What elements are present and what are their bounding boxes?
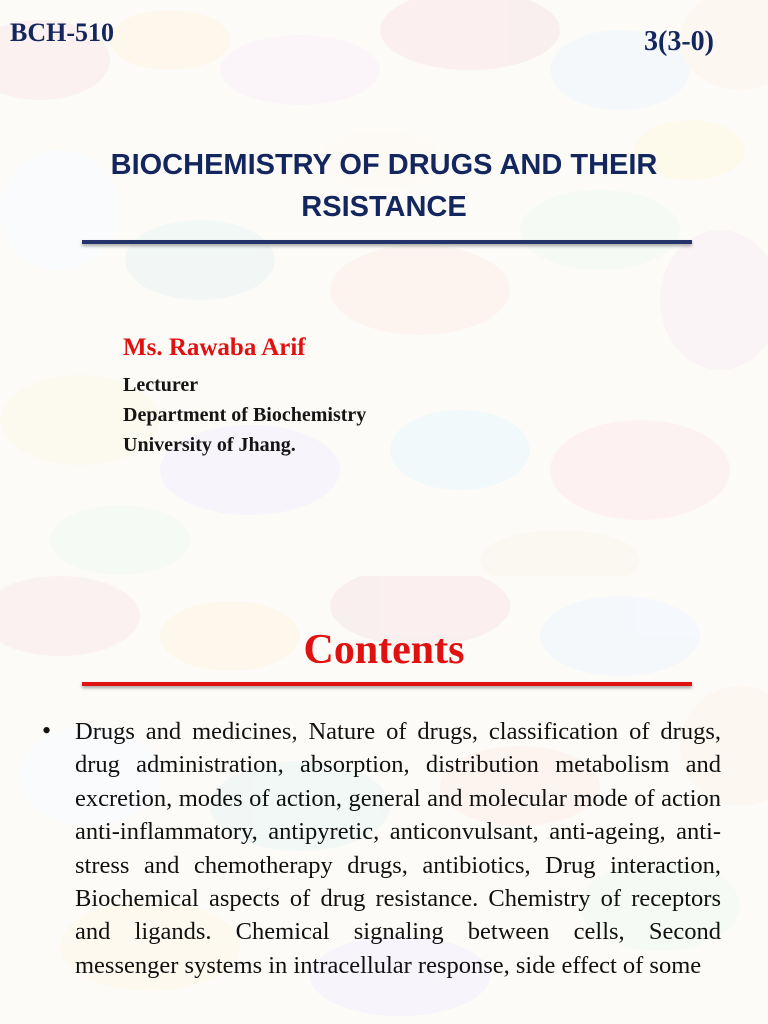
contents-heading: Contents bbox=[303, 627, 465, 673]
course-code: BCH-510 bbox=[10, 18, 114, 47]
author-name: Ms. Rawaba Arif bbox=[123, 334, 306, 361]
contents-slide bbox=[0, 576, 768, 1024]
author-role: Lecturer bbox=[123, 374, 199, 396]
author-university: University of Jhang. bbox=[123, 434, 296, 456]
credit-hours: 3(3-0) bbox=[644, 26, 714, 57]
title-divider bbox=[82, 240, 692, 244]
author-affiliation bbox=[123, 370, 366, 460]
contents-divider bbox=[82, 682, 692, 686]
slide-title: BIOCHEMISTRY OF DRUGS AND THEIR RSISTANCE bbox=[110, 149, 658, 223]
author-department: Department of Biochemistry bbox=[123, 404, 367, 426]
bullet-marker: • bbox=[42, 716, 52, 745]
contents-bullet-text: Drugs and medicines, Nature of drugs, classification of drugs, drug administration, absorption, distribution metabolism and excretion, modes of action, general and molecular mode of action anti-inflammatory, antipyretic, anticonvulsant, anti-ageing, anti-stress and chemotherapy drugs, antibiotics, Drug interaction, Biochemical aspects of drug resistance. Chemistry of receptors and ligands. Chemical signaling between cells, Second messenger systems in intracellular response, side effect of some bbox=[75, 718, 721, 979]
